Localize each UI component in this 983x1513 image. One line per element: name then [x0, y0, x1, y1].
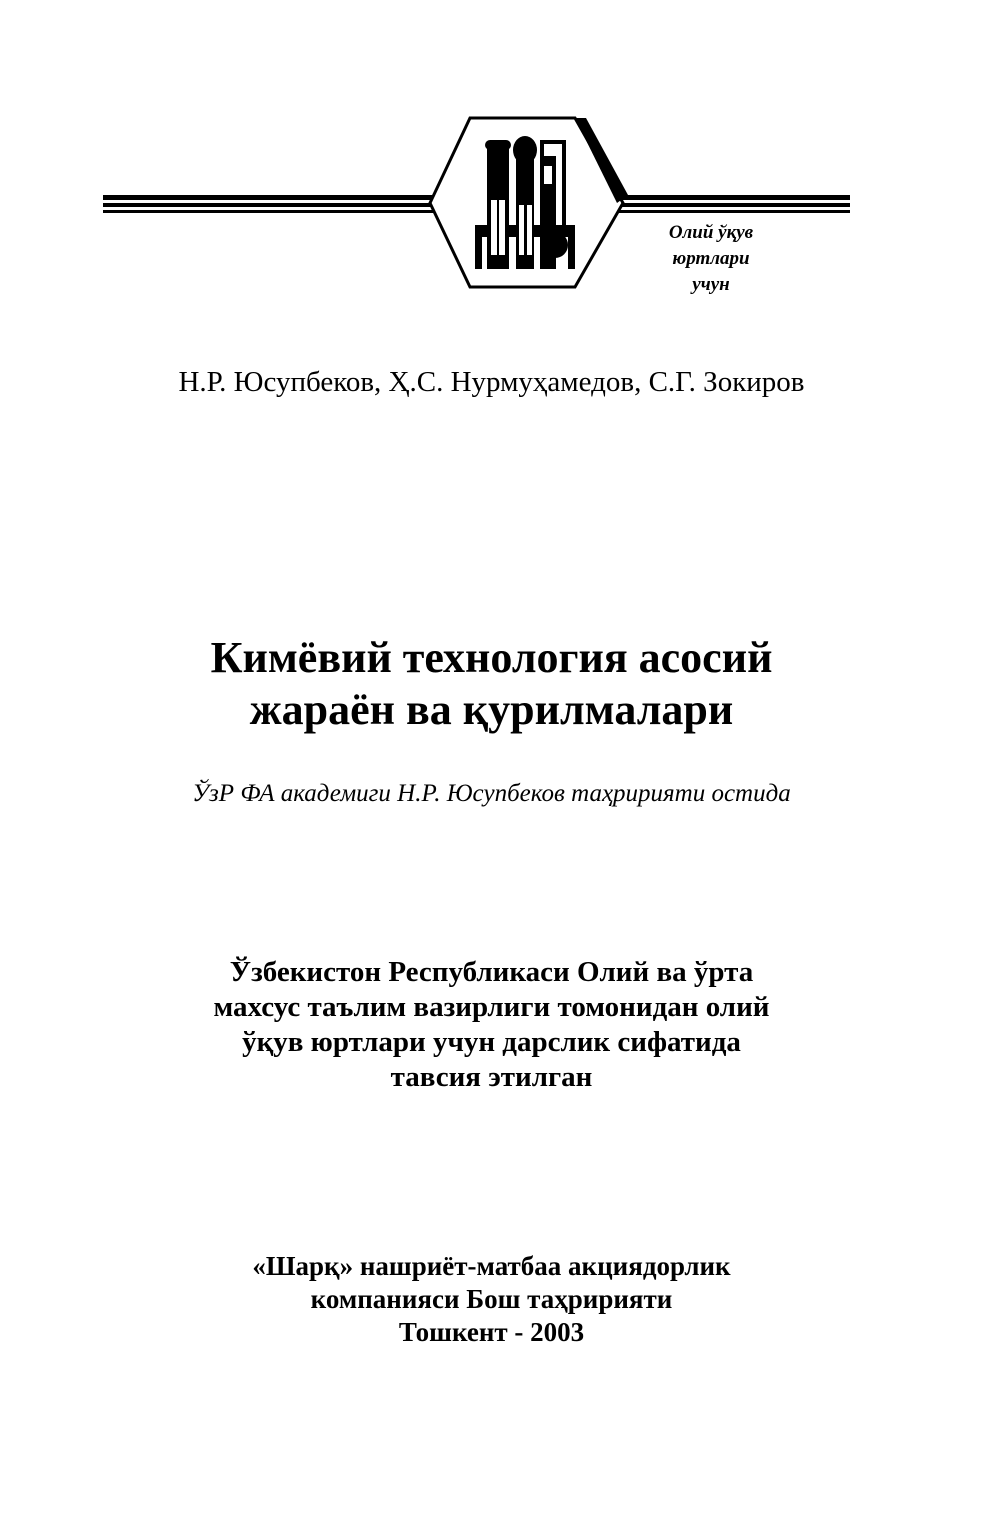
approval-note — [0, 955, 983, 1095]
series-line-3: учун — [692, 274, 730, 295]
book-title — [0, 632, 983, 736]
book-title-line-1: Кимёвий технология асосий — [210, 633, 773, 682]
approval-line-2: махсус таълим вазирлиги томонидан олий — [213, 991, 770, 1023]
authors: Н.Р. Юсупбеков, Ҳ.С. Нурмуҳамедов, С.Г. Зокиров — [178, 366, 805, 398]
publisher-imprint — [0, 1250, 983, 1349]
series-label — [652, 220, 770, 298]
publisher-line-3: Тошкент - 2003 — [398, 1317, 585, 1347]
publisher-line-2: компанияси Бош таҳририяти — [310, 1284, 673, 1314]
editor-note: ЎзР ФА академиги Н.Р. Юсупбеков таҳририяти остида — [192, 780, 791, 807]
book-title-line-2: жараён ва қурилмалари — [249, 685, 734, 734]
approval-line-3: ўқув юртлари учун дарслик сифатида — [242, 1026, 741, 1058]
series-line-2: юртлари — [672, 248, 750, 269]
series-line-1: Олий ўқув — [668, 222, 754, 243]
publisher-line-1: «Шарқ» нашриёт-матбаа акциядорлик — [252, 1251, 731, 1281]
approval-line-1: Ўзбекистон Республикаси Олий ва ўрта — [229, 956, 754, 988]
series-emblem-icon — [0, 0, 983, 320]
approval-line-4: тавсия этилган — [390, 1061, 593, 1093]
